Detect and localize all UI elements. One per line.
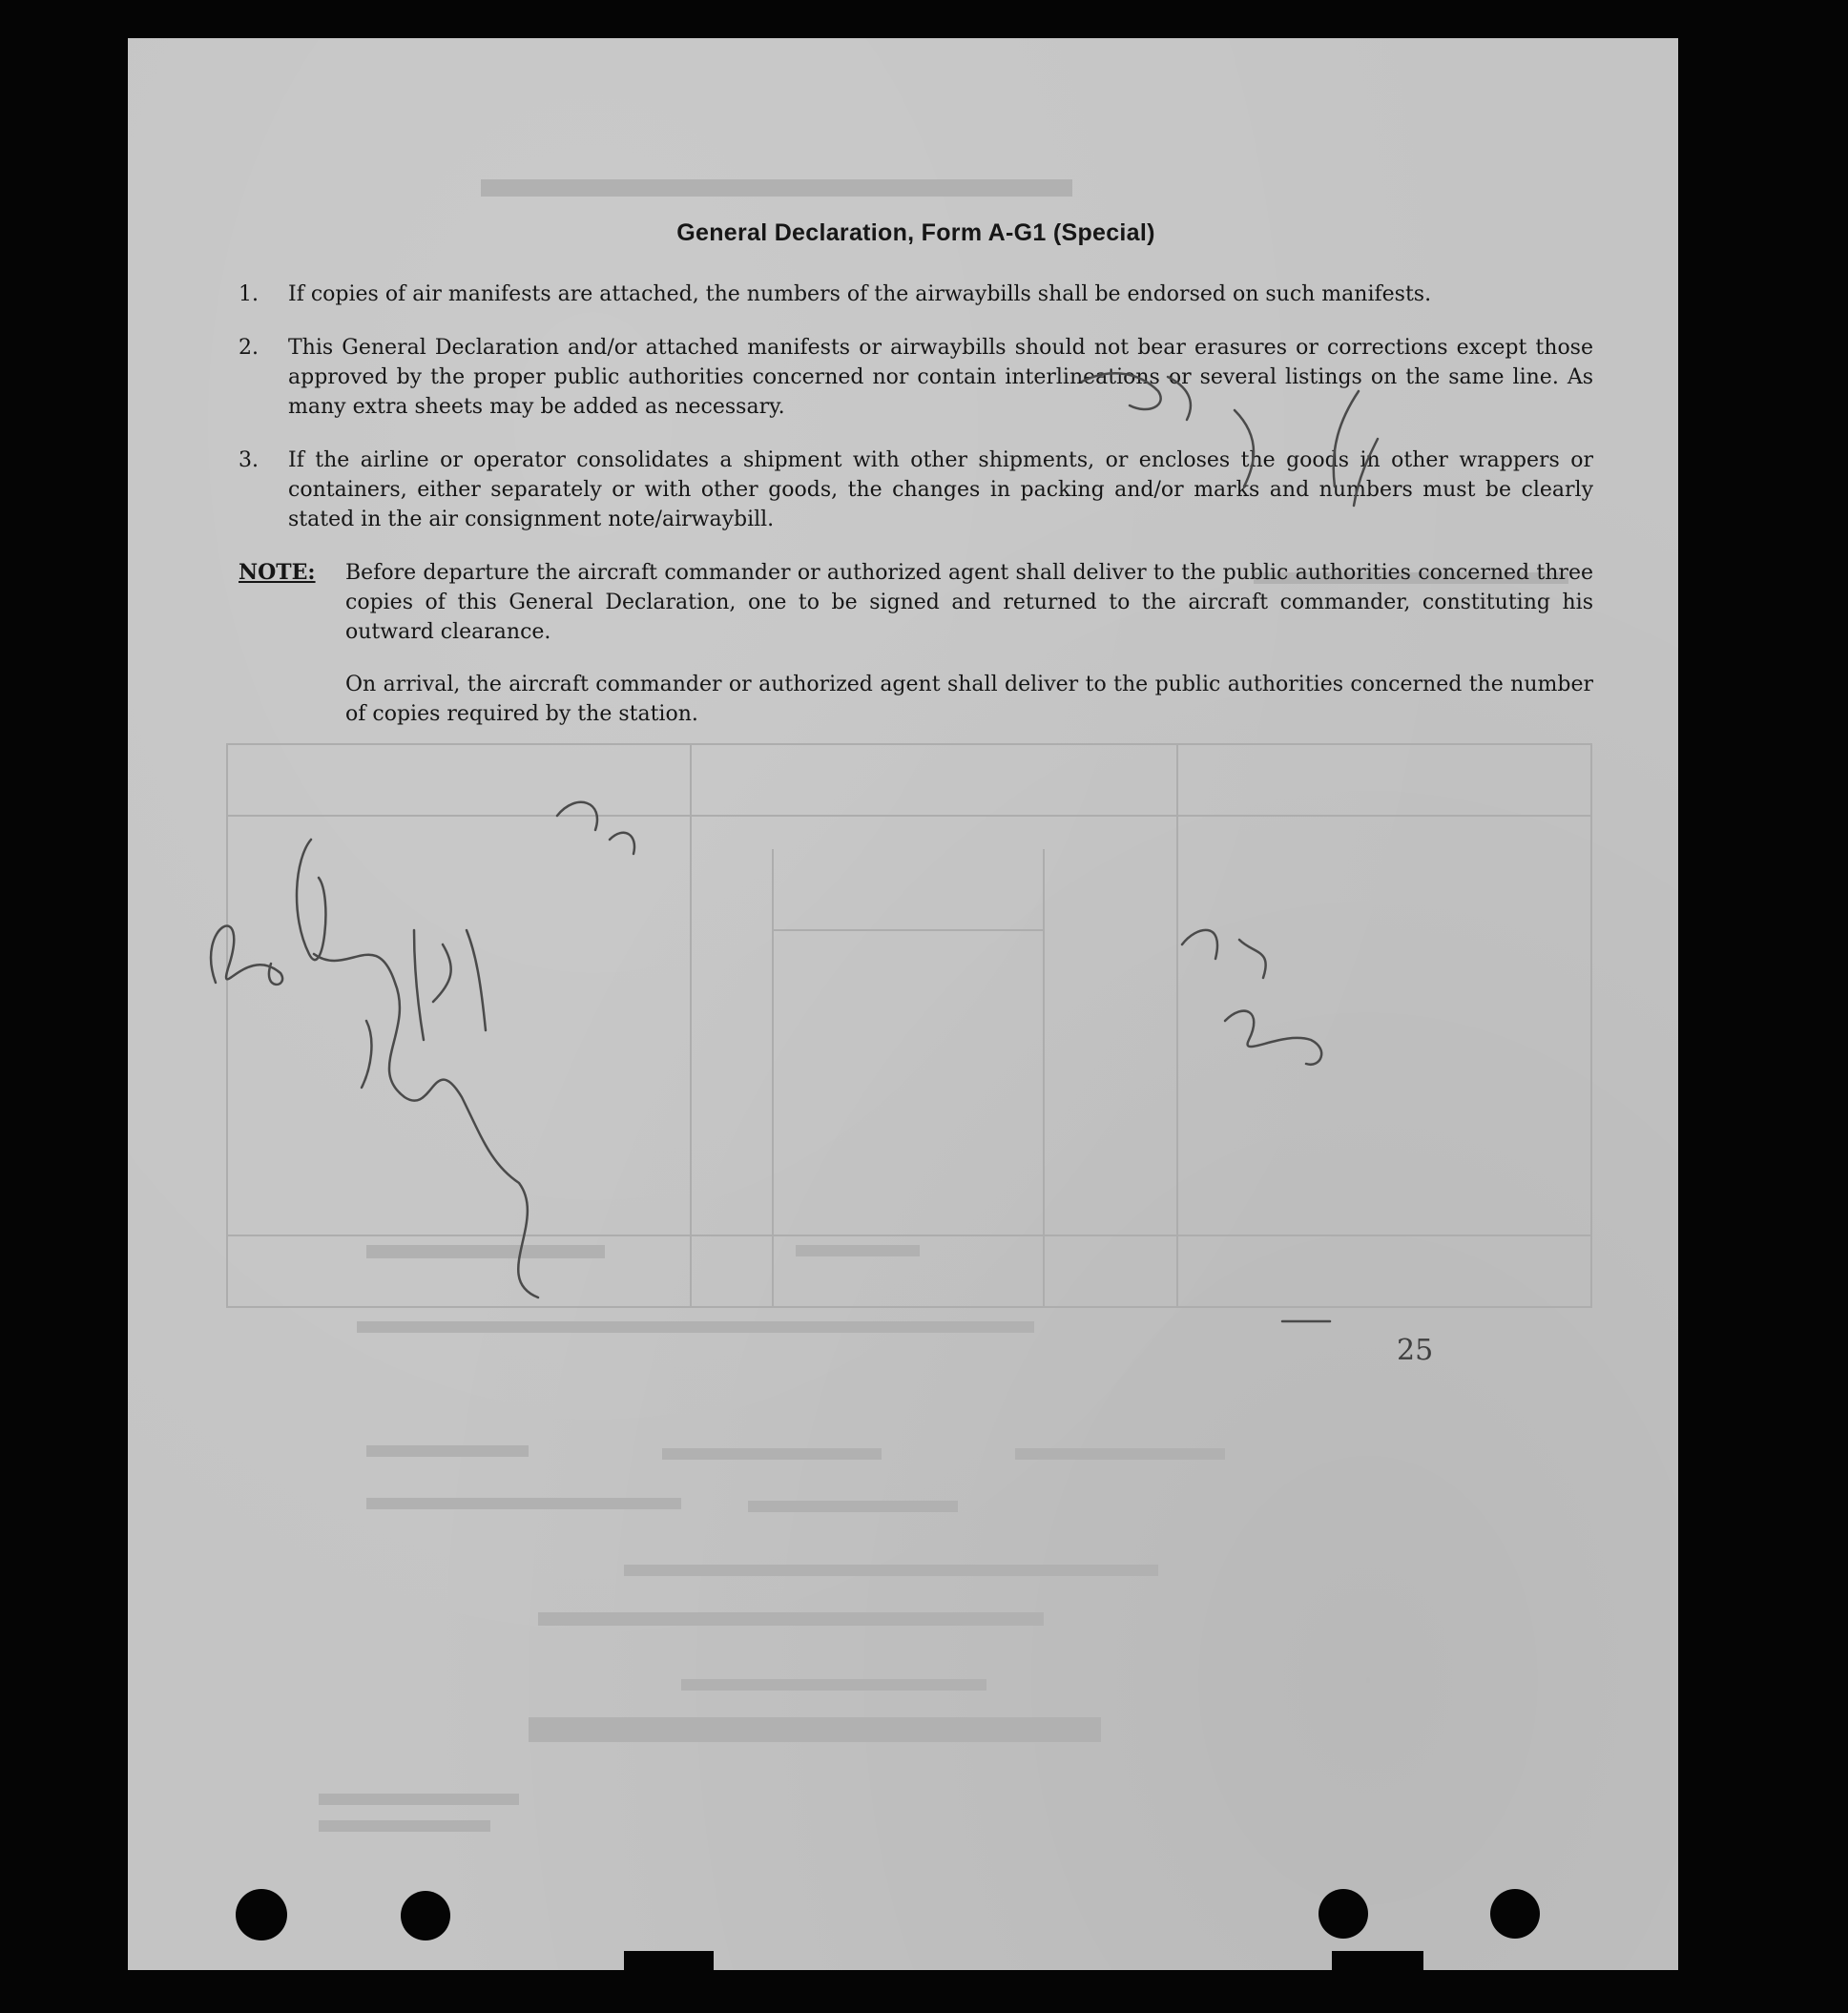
item-number: 2. bbox=[239, 336, 259, 360]
instruction-item-3 bbox=[239, 446, 1593, 534]
page-title: General Declaration, Form A-G1 (Special) bbox=[676, 219, 1155, 246]
item-text: This General Declaration and/or attached manifests or airwaybills should not bear erasures or corrections except those approved by the proper public authorities concerned nor contain interlineations or several listings on the same line. As many extra sheets may be added as necessary. bbox=[288, 336, 1593, 419]
item-number: 1. bbox=[239, 282, 259, 306]
instruction-item-1 bbox=[239, 280, 1593, 309]
note-paragraph-arrival: On arrival, the aircraft commander or authorized agent shall deliver to the public authorities concerned the number of copies required by the station. bbox=[345, 673, 1593, 726]
item-text: If copies of air manifests are attached, the numbers of the airwaybills shall be endorsed on such manifests. bbox=[288, 282, 1432, 306]
note-body bbox=[345, 558, 1593, 752]
item-text: If the airline or operator consolidates a shipment with other shipments, or encloses the goods in other wrappers or containers, either separately or with other goods, the changes in packing and/or marks and numbers must be clearly stated in the air consignment note/airwaybill. bbox=[288, 448, 1593, 531]
note-label: NOTE: bbox=[239, 560, 316, 585]
declaration-content bbox=[239, 219, 1593, 773]
item-number: 3. bbox=[239, 448, 259, 472]
note-paragraph-departure: Before departure the aircraft commander or authorized agent shall deliver to the public authorities concerned three copies of this General Declaration, one to be signed and returned to the aircraft commander, constituting his outward clearance. bbox=[345, 561, 1593, 644]
document-page bbox=[128, 38, 1678, 1970]
note-block bbox=[239, 558, 1593, 752]
instruction-item-2 bbox=[239, 333, 1593, 422]
handwritten-page-number: 25 bbox=[1397, 1334, 1434, 1367]
